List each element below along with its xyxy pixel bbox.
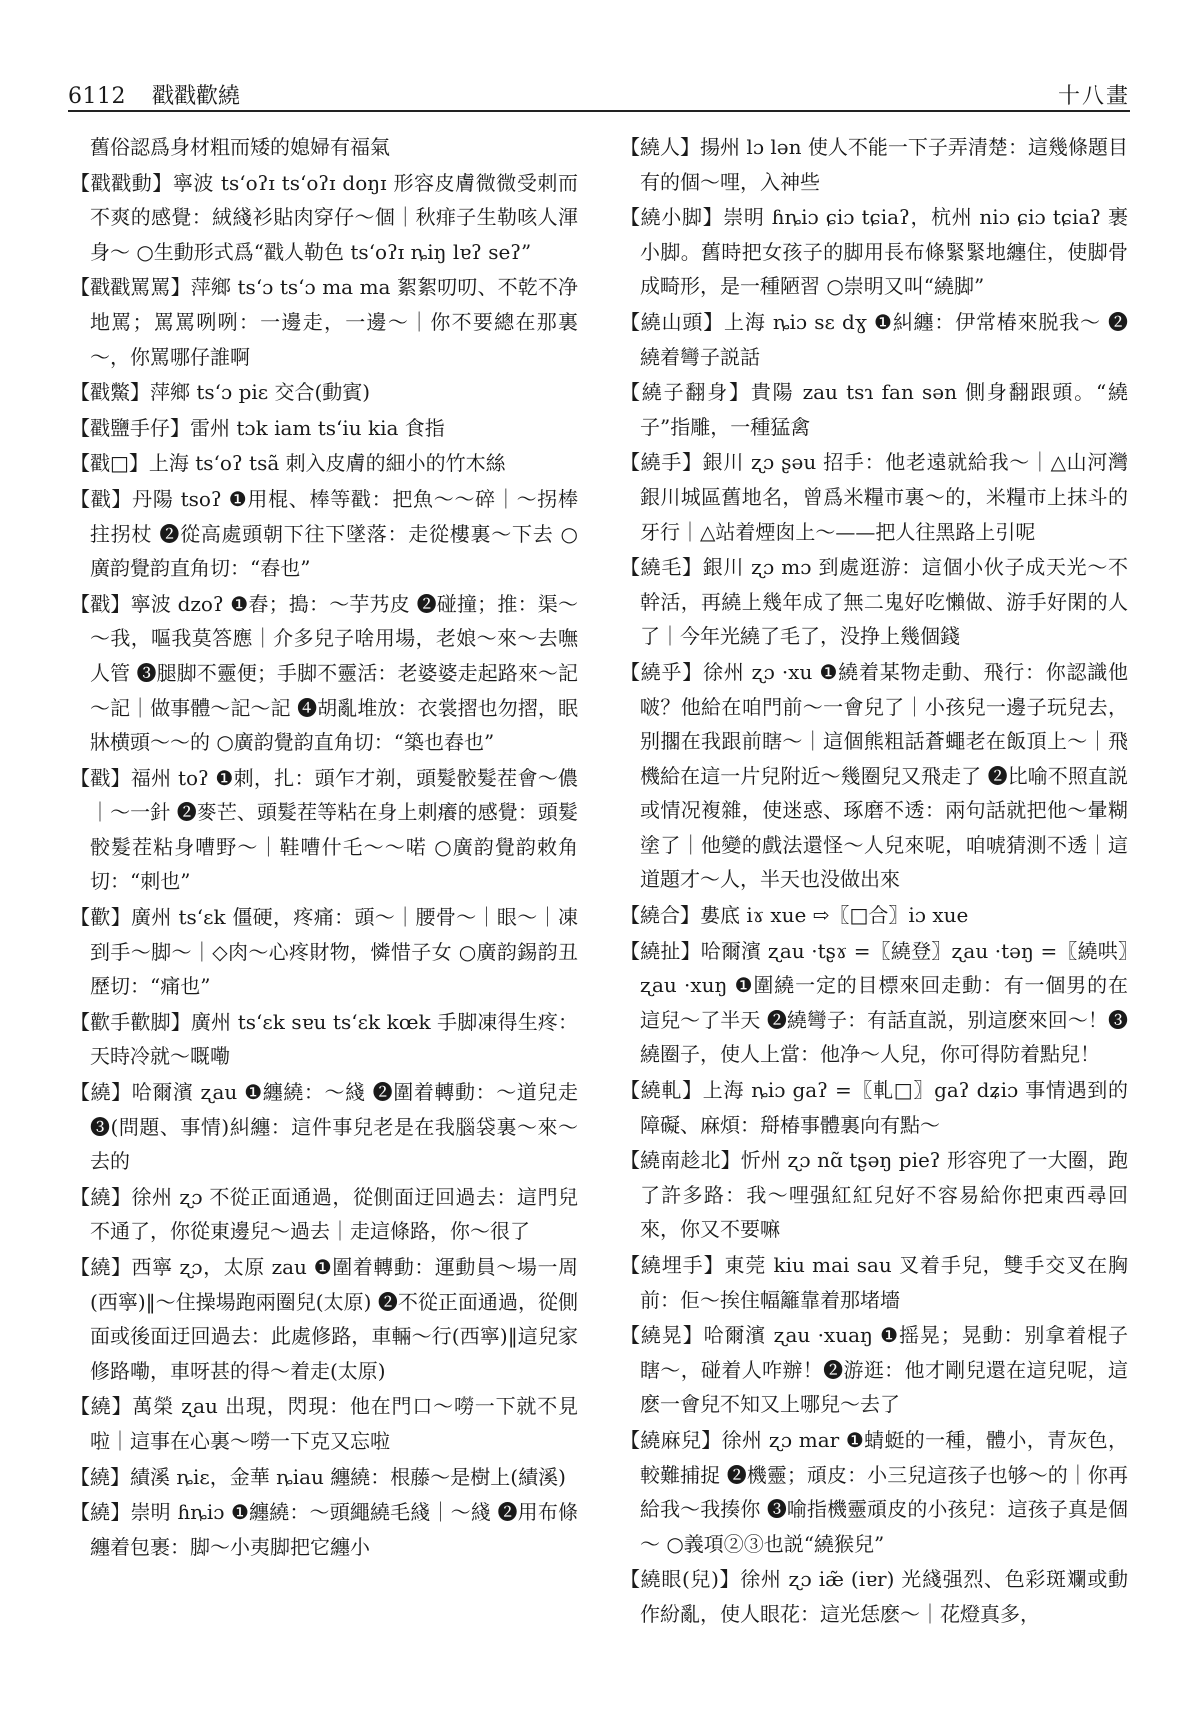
dictionary-entry: 【繞毛】銀川 ʐɔ mɔ 到處逛游：這個小伙子成天光～不幹活，再繞上幾年成了無二鬼好吃懶做、游手好閑的人了｜今年光繞了毛了，没挣上幾個錢 [620, 555, 1128, 649]
dictionary-entry: 【繞】西寧 ʐɔ，太原 zau ❶圍着轉動：運動員～場一周(西寧)‖～住操場跑兩圈兒(太原) ❷不從正面通過，從側面或後面迂回過去：此處修路，車輛～行(西寧)‖這兒家修路嘞，車呀甚的得～着走(太原) [70, 1255, 578, 1383]
dictionary-entry: 【戳鱉】萍鄉 tsʻɔ piɛ 交合(動賓) [70, 380, 371, 405]
dictionary-entry: 【繞乎】徐州 ʐɔ ·xu ❶繞着某物走動、飛行：你認識他啵？他給在咱門前～一會兒了｜小孩兒一邊子玩兒去，别擱在我跟前瞎～｜這個熊粗話蒼蠅老在飯頂上～｜飛機給在這一片兒附近～幾圈兒又飛走了 ❷比喻不照直説或情况複雜，使迷惑、琢磨不透：兩句話就把他～暈糊塗了｜他變的戲法還怪～人兒來呢，咱唬猜測不透｜這道題才～人，半天也没做出來 [620, 659, 1128, 892]
dictionary-entry: 【繞】萬榮 ʐau 出現，閃現：他在門口～嘮一下就不見啦｜這事在心裏～嘮一下克又忘啦 [70, 1394, 578, 1453]
dictionary-entry: 【繞】崇明 ɦȵiɔ ❶纏繞：～頭繩繞毛綫｜～綫 ❷用布條纏着包裹：脚～小夷脚把它纏小 [70, 1500, 578, 1559]
running-headwords: 戳戳歡繞 [152, 84, 241, 109]
dictionary-entry: 【戳戳罵罵】萍鄉 tsʻɔ tsʻɔ ma ma 絮絮叨叨、不乾不净地罵；罵罵咧咧：一邊走，一邊～｜你不要總在那裏～，你罵哪仔誰啊 [70, 275, 578, 369]
dictionary-entry: 【繞子翻身】貴陽 zau tsɿ fan sən 側身翻跟頭。“繞子”指雕，一種猛禽 [620, 380, 1128, 439]
dictionary-entry: 【繞】哈爾濱 ʐau ❶纏繞：～綫 ❷圍着轉動：～道兒走 ❸(問題、事情)糾纏：這件事兒老是在我腦袋裏～來～去的 [70, 1080, 578, 1174]
dictionary-entry: 【繞】績溪 ȵiɛ，金華 ȵiau 纏繞：根藤～是樹上(績溪) [70, 1464, 566, 1489]
page-header [68, 66, 1130, 108]
dictionary-entry: 【繞山頭】上海 ȵiɔ sɛ dɣ ❶糾纏：伊常椿來脱我～ ❷繞着彎子説話 [620, 309, 1128, 369]
dictionary-entry: 【戳鹽手仔】雷州 tɔk iam tsʻiu kia 食指 [70, 415, 445, 440]
header-rule [68, 110, 1130, 112]
header-left [68, 86, 240, 108]
dictionary-entry: 【歡手歡脚】廣州 tsʻɛk sɐu tsʻɛk kœk 手脚凍得生疼：天時冷就～嘅嘞 [70, 1009, 578, 1069]
dictionary-entry: 【繞晃】哈爾濱 ʐau ·xuaŋ ❶摇晃；晃動：别拿着棍子瞎～，碰着人咋辦！❷游逛：他才剛兒還在這兒呢，這麽一會兒不知又上哪兒～去了 [620, 1323, 1128, 1417]
dictionary-entry: 【繞】徐州 ʐɔ 不從正面通過，從側面迂回過去：這門兒不通了，你從東邊兒～過去｜走這條路，你～很了 [70, 1184, 578, 1244]
page-body [70, 130, 1128, 1684]
dictionary-entry: 【繞眼(兒)】徐州 ʐɔ iæ̃ (iɐr) 光綫强烈、色彩斑斕或動作紛亂，使人眼花：這光恁麽～｜花燈真多， [620, 1567, 1128, 1626]
dictionary-entry: 【戳戳動】寧波 tsʻoʔɪ tsʻoʔɪ doŋɪ 形容皮膚微微受刺而不爽的感覺：絨綫衫貼肉穿仔～個｜秋痱子生勒咳人渾身～ ○生動形式爲“戳人勒色 tsʻoʔɪ ȵiŋ lɐʔ seʔ” [70, 170, 578, 264]
left-column [70, 130, 578, 1684]
section-label: 十八畫 [1057, 84, 1130, 109]
dictionary-entry: 【繞南趁北】忻州 ʐɔ nɑ̃ tʂəŋ pieʔ 形容兜了一大圈，跑了許多路：我～哩强紅紅兒好不容易給你把東西尋回來，你又不要嘛 [620, 1148, 1128, 1242]
dictionary-entry: 【戳】丹陽 tsoʔ ❶用棍、棒等戳：把魚～～碎｜～拐棒拄拐杖 ❷從高處頭朝下往下墜落：走從樓裏～下去 ○廣韵覺韵直角切：“舂也” [70, 486, 578, 581]
dictionary-entry: 【歡】廣州 tsʻɛk 僵硬，疼痛：頭～｜腰骨～｜眼～｜凍到手～脚～｜◇肉～心疼財物，憐惜子女 ○廣韵錫韵丑歷切：“痛也” [70, 905, 578, 999]
dictionary-entry: 【繞麻兒】徐州 ʐɔ mar ❶蜻蜓的一種，體小，青灰色，較難捕捉 ❷機靈；頑皮：小三兒這孩子也够～的｜你再給我～我揍你 ❸喻指機靈頑皮的小孩兒：這孩子真是個～ ○義項②③也説“繞猴兒” [620, 1427, 1128, 1556]
dictionary-entry: 【繞手】銀川 ʐɔ ʂəu 招手：他老遠就給我～｜△山河灣銀川城區舊地名，曾爲米糧市裏～的，米糧市上抹斗的牙行｜△站着煙囱上～——把人往黑路上引呢 [620, 450, 1128, 544]
dictionary-entry: 【戳□】上海 tsʻoʔ tsã 刺入皮膚的細小的竹木絲 [70, 451, 506, 476]
dictionary-entry: 【繞合】婁底 iɤ xue ⇨〖□合〗iɔ xue [620, 903, 969, 928]
dictionary-entry: 【繞人】揚州 lɔ lən 使人不能一下子弄清楚：這幾條題目有的個～哩，入神些 [620, 135, 1128, 194]
right-column [620, 130, 1128, 1684]
page-number: 6112 [68, 84, 126, 109]
dictionary-entry: 【繞埋手】東莞 kiu mai sau 叉着手兒，雙手交叉在胸前：佢～挨住幅籬靠着那堵墻 [620, 1253, 1128, 1312]
dictionary-entry: 【繞軋】上海 ȵiɔ gaʔ =〖軋□〗gaʔ dʑiɔ 事情遇到的障礙、麻煩：搿椿事體裏向有點～ [620, 1078, 1128, 1137]
dictionary-entry: 舊俗認爲身材粗而矮的媳婦有福氣 [90, 135, 390, 159]
dictionary-entry: 【繞小脚】崇明 ɦȵiɔ ɕiɔ tɕiaʔ，杭州 niɔ ɕiɔ tɕiaʔ 裹小脚。舊時把女孩子的脚用長布條緊緊地纏住，使脚骨成畸形，是一種陋習 ○崇明又叫“繞脚” [620, 205, 1128, 299]
dictionary-entry: 【戳】寧波 dzoʔ ❶舂；搗：～芋艿皮 ❷碰撞；推：渠～～我，嘔我莫答應｜介多兒子啥用場，老娘～來～去嘸人管 ❸腿脚不靈便；手脚不靈活：老婆婆走起路來～記～記｜做事體～記～記 ❹胡亂堆放：衣裳摺也勿摺，眠牀横頭～～的 ○廣韵覺韵直角切：“築也舂也” [70, 591, 578, 755]
dictionary-entry: 【戳】福州 toʔ ❶刺，扎：頭乍才剃，頭髮骹髮茬會～儂｜～一針 ❷麥芒、頭髮茬等粘在身上刺癢的感覺：頭髮骹髮茬粘身嘈野～｜鞋嘈什乇～～喏 ○廣韵覺韵敕角切：“刺也” [70, 765, 578, 894]
dictionary-entry: 【繞扯】哈爾濱 ʐau ·tʂɤ =〖繞登〗ʐau ·təŋ =〖繞哄〗ʐau ·xuŋ ❶圍繞一定的目標來回走動：有一個男的在這兒～了半天 ❷繞彎子：有話直説，别這麽來回～！❸繞圈子，使人上當：他净～人兒，你可得防着點兒！ [620, 938, 1128, 1067]
